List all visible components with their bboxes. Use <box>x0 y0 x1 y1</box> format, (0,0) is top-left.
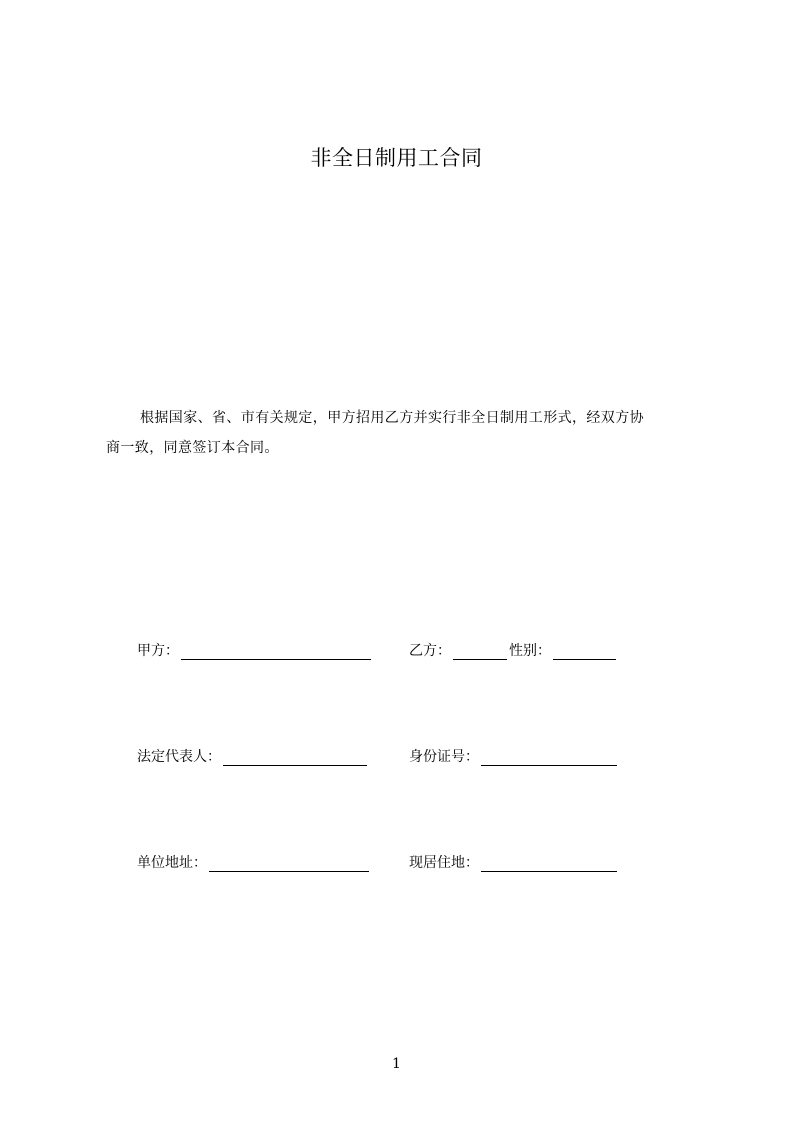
residence-blank[interactable] <box>481 857 617 872</box>
party-a-blank[interactable] <box>181 645 371 660</box>
party-a-label: 甲方： <box>137 643 179 659</box>
id-number-blank[interactable] <box>481 751 617 766</box>
legal-rep-field <box>137 746 367 766</box>
residence-field <box>409 852 617 872</box>
party-b-blank[interactable] <box>453 645 507 660</box>
party-b-label: 乙方： <box>409 643 451 659</box>
gender-blank[interactable] <box>553 645 616 660</box>
unit-address-label: 单位地址： <box>137 855 207 871</box>
residence-label: 现居住地： <box>409 855 479 871</box>
intro-line-2: 商一致，同意签订本合同。 <box>106 440 279 456</box>
legal-rep-blank[interactable] <box>223 751 367 766</box>
id-number-label: 身份证号： <box>409 749 479 765</box>
party-a-field <box>137 640 371 660</box>
unit-address-field <box>137 852 369 872</box>
intro-line-1: 根据国家、省、市有关规定，甲方招用乙方并实行非全日制用工形式，经双方协 <box>140 410 644 426</box>
id-number-field <box>409 746 617 766</box>
party-b-field <box>409 640 616 660</box>
page-title: 非全日制用工合同 <box>310 146 483 170</box>
unit-address-blank[interactable] <box>209 857 369 872</box>
legal-rep-label: 法定代表人： <box>137 749 221 765</box>
page-number: 1 <box>392 1056 401 1072</box>
gender-label: 性别： <box>509 643 551 659</box>
